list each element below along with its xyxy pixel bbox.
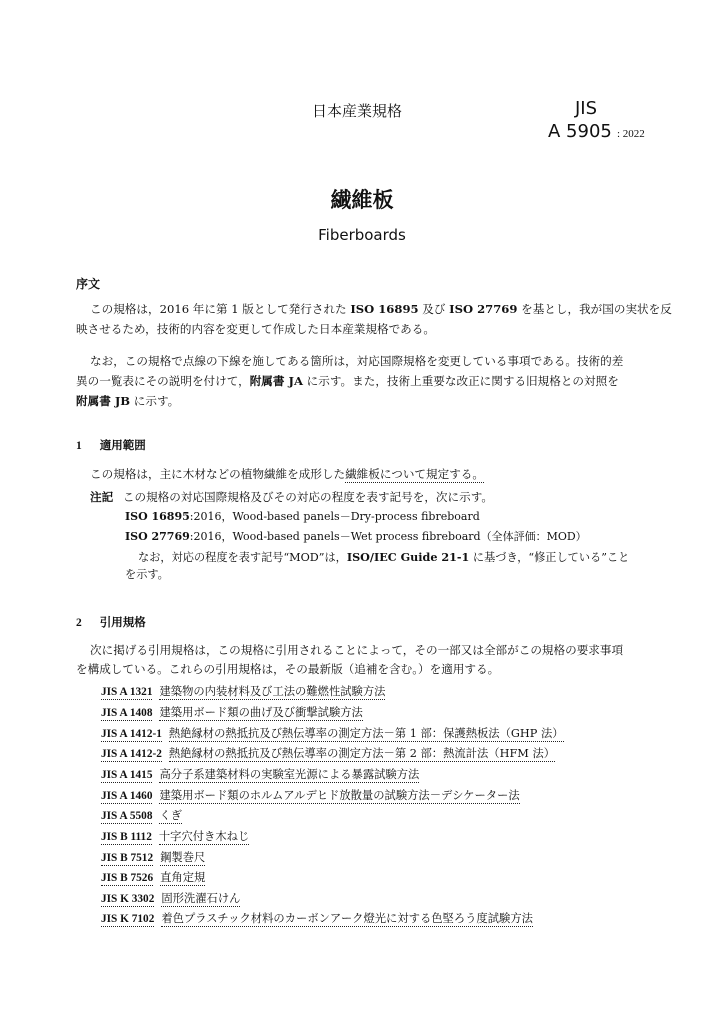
preface-paragraph-2: なお，この規格で点線の下線を施してある箇所は，対応国際規格を変更している事項である。技術的差 [90, 354, 624, 368]
preface-text: を基とし，我が国の実状を反 [517, 302, 672, 316]
title-ja: 繊維板 [330, 188, 394, 212]
ref-item [101, 746, 555, 762]
preface-text: 異の一覧表にその説明を付けて， [76, 374, 250, 388]
ref-code: JIS K 3302 [101, 893, 155, 905]
preface-text: に示す。また，技術上重要な改正に関する旧規格との対照を [303, 374, 619, 388]
ref-title: 建築用ボード類のホルムアルデヒド放散量の試験方法－デシケーター法 [159, 789, 520, 802]
ref-title: くぎ [159, 809, 183, 822]
section-title: 引用規格 [99, 615, 146, 629]
ref-item [101, 850, 205, 866]
iso-16895-line [125, 509, 480, 525]
jis-label: JIS [575, 98, 598, 119]
preface-paragraph-2-end [76, 393, 179, 409]
ref-title: 固形洗濯石けん [161, 892, 241, 905]
standard-number [548, 121, 645, 142]
iso-code: ISO 27769 [125, 530, 190, 543]
section-title: 適用範囲 [99, 438, 146, 452]
ref-code: JIS B 1112 [101, 831, 152, 843]
standard-code: A 5905 [548, 121, 612, 142]
ref-item [101, 788, 520, 804]
ref-code: JIS A 5508 [101, 810, 153, 822]
ref-title: 着色プラスチック材料のカーボンアーク燈光に対する色堅ろう度試験方法 [161, 912, 533, 925]
standard-year: : 2022 [616, 128, 645, 140]
section-2-heading [76, 614, 146, 630]
iso-reference: ISO 16895 [350, 302, 419, 316]
ref-title: 十字穴付き木ねじ [158, 830, 250, 843]
scope-text-modified: 繊維板について規定する。 [345, 467, 484, 481]
normative-refs-intro: 次に掲げる引用規格は，この規格に引用されることによって，その一部又は全部がこの規格の要求事項 [90, 643, 624, 657]
iso-27769-line [125, 529, 587, 545]
preface-heading: 序文 [76, 277, 101, 291]
mod-text: に基づき，“修正している”こと [469, 551, 630, 564]
iso-guide-reference: ISO/IEC Guide 21-1 [346, 550, 470, 564]
ref-code: JIS A 1412-1 [101, 728, 162, 740]
ref-title: 直角定規 [160, 871, 206, 884]
ref-item [101, 705, 363, 721]
preface-text: に示す。 [130, 394, 180, 408]
ref-item [101, 891, 240, 907]
preface-paragraph-2-cont [76, 373, 619, 389]
section-1-heading [76, 437, 146, 453]
ref-code: JIS A 1408 [101, 707, 153, 719]
ref-code: JIS K 7102 [101, 913, 155, 925]
mod-explanation-cont: を示す。 [125, 568, 169, 581]
section-number: 2 [76, 617, 82, 629]
ref-item [101, 911, 533, 927]
ref-item [101, 870, 205, 886]
iso-title: :2016，Wood-based panels－Dry-process fibreboard [189, 510, 480, 523]
ref-title: 熱絶縁材の熱抵抗及び熱伝導率の測定方法－第 2 部：熱流計法（HFM 法） [168, 747, 556, 760]
iso-reference: ISO 27769 [449, 302, 518, 316]
scope-text-plain: この規格は，主に木材などの植物繊維を成形した [90, 467, 346, 481]
ref-item [101, 808, 182, 824]
ref-title: 熱絶縁材の熱抵抗及び熱伝導率の測定方法－第 1 部：保護熱板法（GHP 法） [168, 727, 564, 740]
standard-type: 日本産業規格 [312, 102, 403, 120]
scope-text [90, 466, 484, 482]
ref-code: JIS B 7512 [101, 852, 154, 864]
ref-item [101, 726, 564, 742]
ref-item [101, 829, 249, 845]
annex-reference: 附属書 JB [76, 394, 131, 408]
preface-text: この規格は，2016 年に第 1 版として発行された [90, 302, 351, 316]
mod-explanation [138, 549, 629, 566]
iso-code: ISO 16895 [125, 510, 190, 523]
ref-code: JIS A 1412-2 [101, 748, 162, 760]
ref-item [101, 684, 385, 700]
note [90, 489, 493, 505]
section-number: 1 [76, 440, 82, 452]
ref-title: 建築用ボード類の曲げ及び衝撃試験方法 [159, 706, 363, 719]
ref-title: 建築物の内装材料及び工法の難燃性試験方法 [159, 685, 386, 698]
normative-refs-intro-cont: を構成している。これらの引用規格は，その最新版（追補を含む。）を適用する。 [76, 662, 500, 676]
iso-title: :2016，Wood-based panels－Wet process fibreboard（全体評価：MOD） [189, 530, 587, 543]
mod-text: なお，対応の程度を表す記号“MOD”は， [138, 551, 347, 564]
note-text: この規格の対応国際規格及びその対応の程度を表す記号を，次に示す。 [122, 490, 493, 504]
title-en: Fiberboards [318, 226, 406, 244]
ref-title: 高分子系建築材料の実験室光源による暴露試験方法 [159, 768, 420, 781]
ref-title: 鋼製巻尺 [160, 851, 206, 864]
preface-paragraph-1-cont: 映させるため，技術的内容を変更して作成した日本産業規格である。 [76, 322, 435, 336]
preface-paragraph-1 [90, 301, 672, 317]
ref-item [101, 767, 419, 783]
ref-code: JIS A 1415 [101, 769, 153, 781]
ref-code: JIS B 7526 [101, 872, 154, 884]
annex-reference: 附属書 JA [249, 374, 303, 388]
ref-code: JIS A 1460 [101, 790, 153, 802]
preface-text: 及び [418, 302, 450, 316]
ref-code: JIS A 1321 [101, 686, 153, 698]
note-label: 注記 [90, 490, 114, 504]
